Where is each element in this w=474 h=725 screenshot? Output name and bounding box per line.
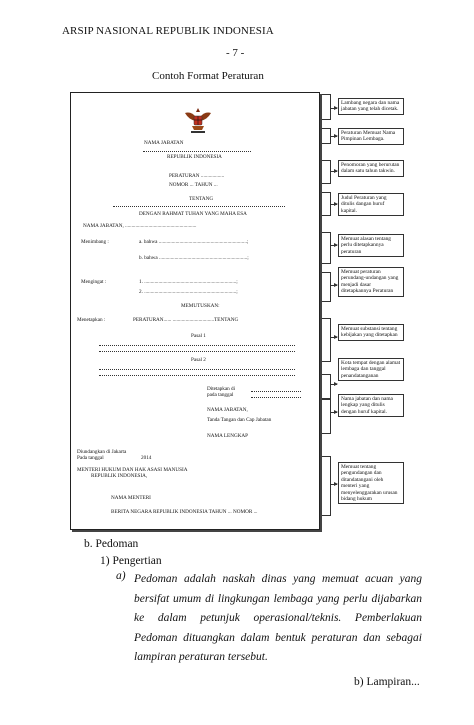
doc-sign-nama: NAMA LENGKAP [207, 433, 249, 439]
note-menimbang: Memuat alasan tentang perlu ditetapkannya peraturan [338, 234, 404, 257]
note-nama-jabatan: Nama jabatan dan nama lengkap yang ditulis dengan huruf kapital. [338, 394, 404, 417]
doc-menteri-2: REPUBLIK INDONESIA, [91, 473, 148, 479]
page-header: ARSIP NASIONAL REPUBLIK INDONESIA [62, 25, 274, 37]
pedoman-definition: Pedoman adalah naskah dinas yang memuat acuan yang bersifat umum di lingkungan lembaga yang perlu dijabarkan ke dalam petunjuk operasional/teknis. Pemberlakuan Pedoman dituangkan dalam bentuk peraturan dan sebagai lampiran peraturan tersebut. [134, 573, 422, 663]
bracket-5 [322, 232, 331, 264]
doc-tahun: 2014 [141, 455, 152, 461]
doc-jabatan: NAMA JABATAN [144, 140, 184, 146]
doc-menimbang-b: b. bahwa ....................................................................; [139, 255, 249, 261]
doc-ditetapkan: Ditetapkan di [207, 386, 236, 392]
note-nama-pimpinan: Peraturan Memuat Nama Pimpinan Lembaga. [338, 128, 404, 145]
doc-mengingat-label: Mengingat : [81, 279, 107, 285]
doc-nama-jabatan: NAMA JABATAN, ....................................................... [83, 223, 197, 229]
bracket-8 [322, 374, 331, 400]
doc-mengingat-2: 2. .......................................................................; [139, 289, 238, 295]
bracket-10 [322, 456, 331, 516]
note-penomoran: Penomoran yang berurutan dalam satu tahun takwin. [338, 160, 404, 177]
note-lambang: Lambang negara dan nama jabatan yang telah dicetak. [338, 98, 404, 115]
garuda-emblem-icon [183, 105, 213, 135]
page-number: - 7 - [226, 47, 245, 59]
doc-nomor: NOMOR ... TAHUN ... [169, 182, 218, 188]
doc-menteri-1: MENTERI HUKUM DAN HAK ASASI MANUSIA [77, 467, 188, 473]
doc-sign-ttd: Tanda Tangan dan Cap Jabatan [207, 417, 272, 423]
para-label: a) [116, 570, 126, 582]
bracket-9 [322, 398, 331, 434]
doc-menetapkan-label: Menetapkan : [77, 317, 106, 323]
section-1-heading: 1) Pengertian [100, 555, 162, 567]
doc-pasal-2: Pasal 2 [191, 357, 206, 363]
page-footer-continuation: b) Lampiran... [354, 676, 420, 688]
doc-menimbang-a: a. bahwa ....................................................................; [139, 239, 249, 245]
doc-nama-menteri: NAMA MENTERI [111, 495, 151, 501]
doc-mengingat-1: 1. .......................................................................; [139, 279, 238, 285]
figure-title: Contoh Format Peraturan [152, 70, 264, 82]
note-mengingat: Memuat peraturan perundang-undangan yang menjadi dasar ditetapkannya Peraturan [338, 267, 404, 297]
doc-rahmat: DENGAN RAHMAT TUHAN YANG MAHA ESA [139, 211, 247, 217]
note-substansi: Memuat substansi tentang kebijakan yang ditetapkan [338, 324, 404, 341]
doc-peraturan: PERATURAN .................. [169, 173, 225, 179]
doc-tentang: TENTANG [189, 196, 214, 202]
doc-pada-tanggal-2: Pada tanggal [77, 455, 104, 461]
section-b-heading: b. Pedoman [84, 538, 139, 550]
doc-pada-tanggal: pada tanggal [207, 392, 234, 398]
doc-sign-jabatan: NAMA JABATAN, [207, 407, 248, 413]
doc-diundangkan: Diundangkan di Jakarta [77, 449, 127, 455]
bracket-3 [322, 160, 331, 184]
doc-menimbang-label: Menimbang : [81, 239, 109, 245]
bracket-1 [322, 94, 331, 120]
doc-pasal-1: Pasal 1 [191, 333, 206, 339]
doc-memutuskan: MEMUTUSKAN: [181, 303, 220, 309]
note-judul: Judul Peraturan yang ditulis dangan huruf kapital. [338, 193, 404, 216]
note-kota-tanggal: Kota tempat dengan alamat lembaga dan tanggal penandatanganan [338, 358, 404, 381]
bracket-7 [322, 318, 331, 362]
doc-republik: REPUBLIK INDONESIA [167, 154, 222, 160]
regulation-sample-document [70, 92, 320, 530]
doc-berita: BERITA NEGARA REPUBLIK INDONESIA TAHUN ... NOMOR ... [111, 509, 258, 515]
bracket-6 [322, 272, 331, 302]
note-pengundangan: Memuat tentang pengundangan dan ditandatangani oleh menteri yang menyelenggarakan urusan bidang hukum [338, 462, 404, 504]
doc-menetapkan-text: PERATURAN...... ................................TENTANG [133, 317, 239, 323]
